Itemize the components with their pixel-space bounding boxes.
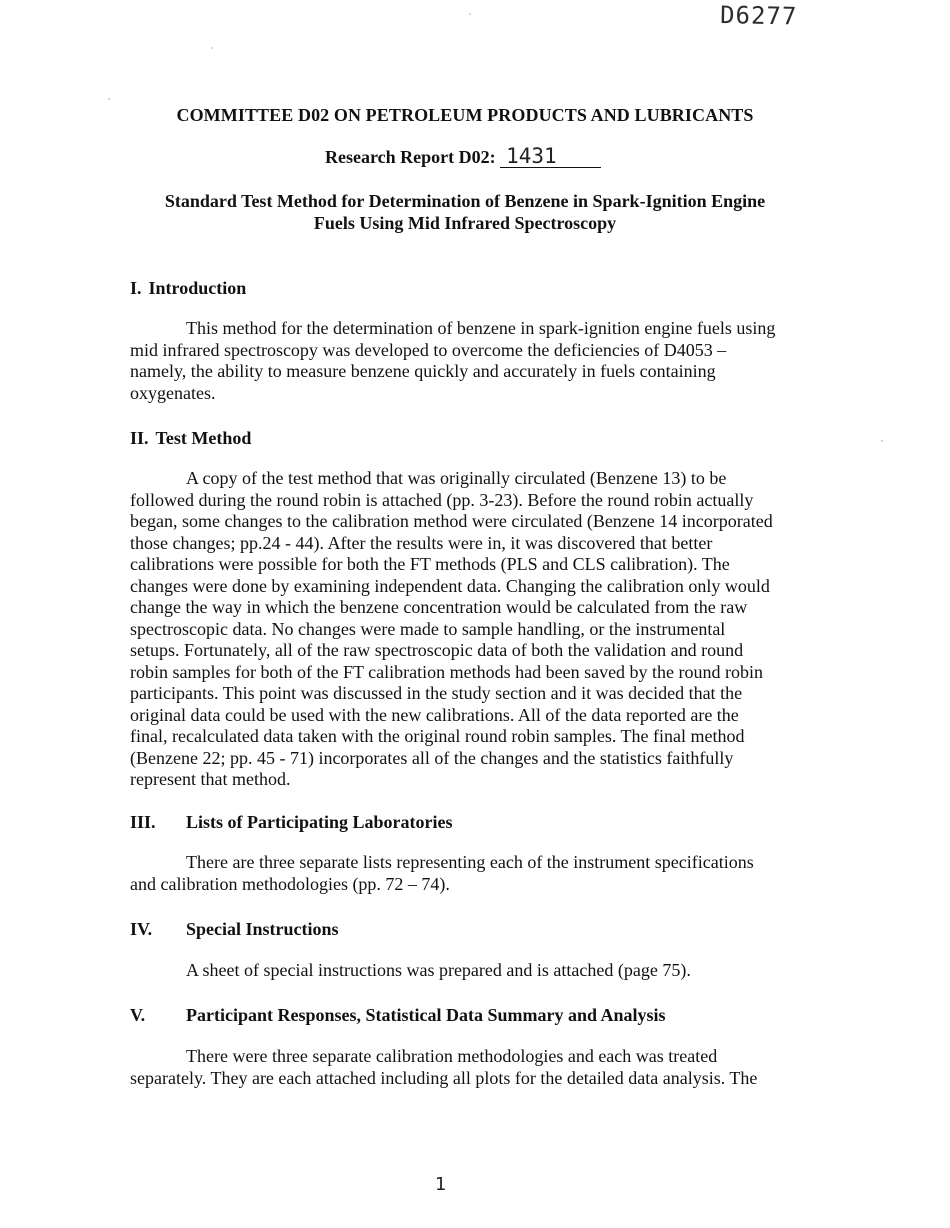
section-title: Special Instructions [186, 919, 339, 939]
paragraph-line: represent that method. [130, 769, 291, 789]
paragraph-line: original data could be used with the new calibrations. All of the data reported are the [130, 704, 739, 725]
section-title: Participant Responses, Statistical Data Summary and Analysis [186, 1005, 666, 1025]
paragraph-line: setups. Fortunately, all of the raw spectroscopic data of both the validation and round [130, 640, 744, 660]
scan-mark [108, 98, 110, 100]
paragraph-line: and calibration methodologies (pp. 72 – 74). [130, 873, 450, 894]
paragraph-line: change the way in which the benzene concentration would be calculated from the raw [130, 597, 748, 617]
paragraph-line: those changes; pp.24 - 44). After the results were in, it was discovered that better [130, 532, 713, 553]
paragraph-line: oxygenates. [130, 382, 216, 403]
section-number: V. [130, 1005, 146, 1025]
paragraph-line: A sheet of special instructions was prepared and is attached (page 75). [186, 960, 691, 980]
section-heading-special-instructions [130, 918, 339, 940]
paragraph-line: (Benzene 22; pp. 45 - 71) incorporates all of the changes and the statistics faithfully [130, 747, 734, 768]
section-title: Test Method [155, 428, 252, 448]
paragraph-line: calibrations were possible for both the FT methods (PLS and CLS calibration). The [130, 554, 730, 574]
paragraph-line: robin samples for both of the FT calibration methods had been saved by the round robin [130, 661, 764, 682]
paragraph-line: This method for the determination of benzene in spark-ignition engine fuels using [186, 318, 776, 338]
standard-title [140, 190, 790, 234]
paragraph-line: namely, the ability to measure benzene quickly and accurately in fuels containing [130, 361, 716, 381]
section-heading-test-method [130, 427, 251, 449]
participating-laboratories-paragraph [130, 852, 805, 895]
committee-heading: COMMITTEE D02 ON PETROLEUM PRODUCTS AND LUBRICANTS [176, 105, 754, 125]
section-heading-participating-laboratories [130, 811, 452, 833]
scan-mark [211, 47, 213, 49]
scan-mark [881, 440, 883, 442]
paragraph-line: participants. This point was discussed in the study section and it was decided that the [130, 683, 743, 703]
paragraph-line: final, recalculated data taken with the original round robin samples. The final method [130, 726, 745, 746]
participant-responses-paragraph [130, 1046, 805, 1089]
paragraph-line: changes were done by examining independent data. Changing the calibration only would [130, 575, 770, 596]
scan-mark [469, 13, 471, 15]
paragraph-line: There are three separate lists representing each of the instrument specifications [186, 852, 754, 872]
paragraph-line: mid infrared spectroscopy was developed to overcome the deficiencies of D4053 – [130, 339, 727, 360]
research-report-number: 1431 [500, 145, 601, 168]
special-instructions-paragraph [130, 960, 805, 982]
paragraph-line: A copy of the test method that was originally circulated (Benzene 13) to be [186, 468, 727, 488]
test-method-paragraph [130, 468, 805, 791]
section-number: IV. [130, 919, 153, 939]
section-number: III. [130, 812, 156, 832]
paragraph-line: There were three separate calibration methodologies and each was treated [186, 1046, 718, 1066]
page-number: 1 [435, 1174, 447, 1195]
section-number: I. [130, 278, 142, 298]
paragraph-line: began, some changes to the calibration method were circulated (Benzene 14 incorporated [130, 511, 773, 531]
paragraph-line: spectroscopic data. No changes were made to sample handling, or the instrumental [130, 618, 726, 639]
section-title: Introduction [148, 278, 247, 298]
research-report-label: Research Report D02: [325, 147, 496, 167]
section-number: II. [130, 428, 149, 448]
introduction-paragraph [130, 318, 805, 404]
paragraph-line: separately. They are each attached including all plots for the detailed data analysis. The [130, 1067, 758, 1088]
paragraph-line: followed during the round robin is attached (pp. 3-23). Before the round robin actually [130, 489, 754, 510]
section-title: Lists of Participating Laboratories [186, 812, 453, 832]
handwritten-document-number: D6277 [719, 1, 798, 31]
section-heading-introduction [130, 277, 246, 299]
standard-title-line: Fuels Using Mid Infrared Spectroscopy [313, 213, 617, 233]
standard-title-line: Standard Test Method for Determination of Benzene in Spark-Ignition Engine [164, 191, 766, 211]
section-heading-participant-responses [130, 1004, 666, 1026]
research-report-line [325, 145, 615, 171]
